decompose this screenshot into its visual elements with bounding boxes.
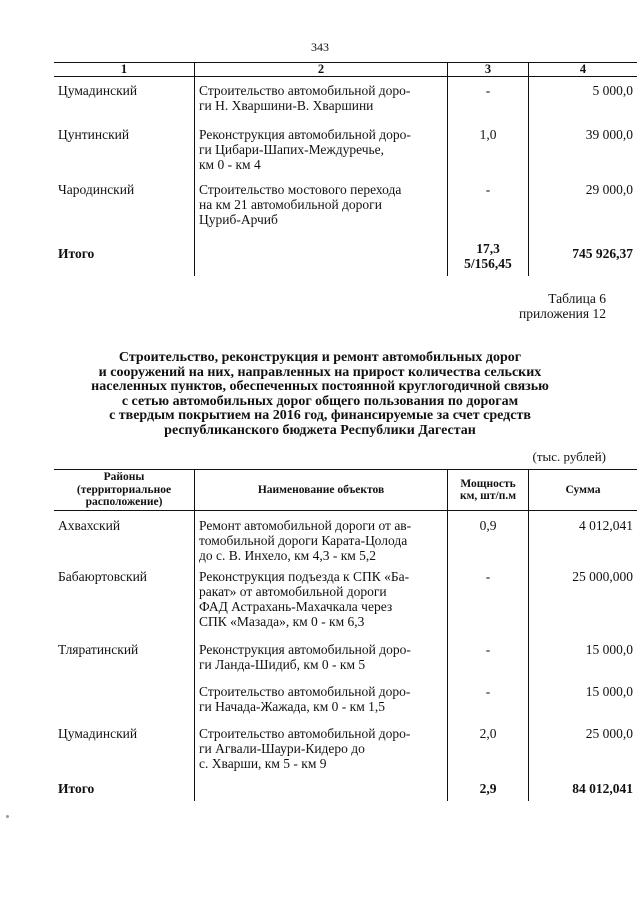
object-line: на км 21 автомобильной дороги: [199, 197, 382, 212]
title-line: населенных пунктов, обеспеченных постоянной круглогодичной связью: [91, 379, 549, 394]
table-row: [54, 726, 637, 781]
object-line: Ремонт автомобильной дороги от ав-: [199, 518, 412, 533]
header-line: Районы: [103, 471, 145, 484]
table-row: [54, 77, 637, 128]
district-cell: Чародинский: [58, 182, 135, 197]
title-line: с сетью автомобильных дорог общего пользования по дорогам: [121, 393, 519, 409]
table-row: [54, 642, 637, 684]
column-number: 4: [529, 63, 638, 77]
column-number: 3: [448, 63, 529, 77]
budget-table: [54, 469, 637, 801]
object-line: Строительство автомобильной доро-: [199, 684, 411, 699]
district-cell: Цумадинский: [58, 83, 138, 98]
total-label: Итого: [58, 246, 95, 261]
empty-cell: [195, 241, 448, 276]
district-header: [54, 470, 195, 511]
object-cell: [195, 642, 448, 684]
total-capacity: 2,9: [448, 781, 529, 801]
district-cell: Ахвахский: [58, 518, 121, 533]
total-capacity-line: 17,3: [476, 241, 500, 256]
capacity-cell: -: [448, 569, 529, 642]
title-line: Строительство, реконструкция и ремонт автомобильных дорог: [118, 350, 522, 365]
table-reference-line: Таблица 6: [548, 291, 606, 306]
object-line: Реконструкция автомобильной доро-: [199, 127, 411, 142]
table-reference-line: приложения 12: [518, 306, 606, 321]
table-row: [54, 569, 637, 642]
sum-header: Сумма: [529, 470, 638, 511]
column-number: 2: [195, 63, 448, 77]
total-label: Итого: [58, 781, 95, 796]
district-cell: Цумадинский: [58, 726, 138, 741]
object-header: Наименование объектов: [195, 470, 448, 511]
object-line: Строительство мостового перехода: [199, 182, 402, 197]
document-title: [60, 351, 580, 438]
capacity-cell: 2,0: [448, 726, 529, 781]
object-line: Цуриб-Арчиб: [199, 212, 278, 227]
object-cell: [195, 77, 448, 128]
object-line: ги Начада-Жажада, км 0 - км 1,5: [199, 699, 385, 714]
object-cell: [195, 569, 448, 642]
object-line: до с. В. Инхело, км 4,3 - км 5,2: [199, 548, 377, 563]
object-line: Строительство автомобильной доро-: [199, 83, 411, 98]
district-cell: [54, 684, 195, 726]
budget-table-continuation: [54, 62, 637, 276]
sum-cell: 29 000,0: [529, 182, 638, 241]
object-line: ги Ланда-Шидиб, км 0 - км 5: [199, 657, 366, 672]
title-line: республиканского бюджета Республики Дагестан: [164, 422, 476, 438]
object-line: ги Агвали-Шаури-Кидеро до: [199, 741, 365, 756]
object-line: ракат» от автомобильной дороги: [199, 584, 387, 599]
total-row: [54, 781, 637, 801]
page-number: 343: [311, 40, 329, 54]
district-cell: Цунтинский: [58, 127, 130, 142]
units-note: (тыс. рублей): [532, 449, 606, 464]
capacity-cell: 0,9: [448, 511, 529, 570]
district-cell: Бабаюртовский: [58, 569, 148, 584]
object-cell: [195, 182, 448, 241]
empty-cell: [195, 781, 448, 801]
header-line: Мощность: [460, 477, 516, 490]
total-sum: 745 926,37: [529, 241, 638, 276]
sum-cell: 15 000,0: [529, 642, 638, 684]
sum-cell: 25 000,0: [529, 726, 638, 781]
sum-cell: 39 000,0: [529, 127, 638, 182]
table-row: [54, 127, 637, 182]
object-line: км 0 - км 4: [199, 157, 261, 172]
object-cell: [195, 684, 448, 726]
title-line: и сооружений на них, направленных на прирост количества сельских: [98, 364, 542, 380]
total-sum: 84 012,041: [529, 781, 638, 801]
header-line: км, шт/п.м: [459, 490, 517, 502]
object-line: с. Хварши, км 5 - км 9: [199, 756, 327, 771]
capacity-cell: -: [448, 77, 529, 128]
table-row: [54, 182, 637, 241]
title-line: с твердым покрытием на 2016 год, финансируемые за счет средств: [109, 408, 531, 423]
object-line: Строительство автомобильной доро-: [199, 726, 411, 741]
object-line: томобильной дороги Карата-Цолода: [199, 533, 408, 548]
total-capacity-cell: [448, 241, 529, 276]
sum-cell: 25 000,000: [529, 569, 638, 642]
table-reference: [519, 291, 606, 321]
header-line: (территориальное: [76, 483, 172, 496]
capacity-header: [448, 470, 529, 511]
object-line: СПК «Мазада», км 0 - км 6,3: [199, 614, 365, 629]
capacity-cell: -: [448, 642, 529, 684]
district-cell: Тляратинский: [58, 642, 139, 657]
object-line: Реконструкция подъезда к СПК «Ба-: [199, 569, 410, 584]
sum-cell: 5 000,0: [529, 77, 638, 128]
total-capacity-line: 5/156,45: [464, 256, 512, 271]
capacity-cell: -: [448, 684, 529, 726]
object-line: ги Цибари-Шапих-Междуречье,: [199, 142, 385, 157]
column-number-row: [54, 63, 637, 77]
table-row: [54, 684, 637, 726]
header-row: [54, 470, 637, 511]
table-row: [54, 511, 637, 570]
capacity-cell: -: [448, 182, 529, 241]
object-cell: [195, 127, 448, 182]
object-cell: [195, 511, 448, 570]
object-line: Реконструкция автомобильной доро-: [199, 642, 411, 657]
header-line: расположение): [85, 496, 163, 509]
sum-cell: 15 000,0: [529, 684, 638, 726]
object-line: ФАД Астрахань-Махачкала через: [199, 599, 393, 614]
total-row: [54, 241, 637, 276]
object-line: ги Н. Хваршини-В. Хваршини: [199, 98, 374, 113]
margin-mark: [6, 815, 9, 818]
column-number: 1: [54, 63, 195, 77]
sum-cell: 4 012,041: [529, 511, 638, 570]
capacity-cell: 1,0: [448, 127, 529, 182]
object-cell: [195, 726, 448, 781]
